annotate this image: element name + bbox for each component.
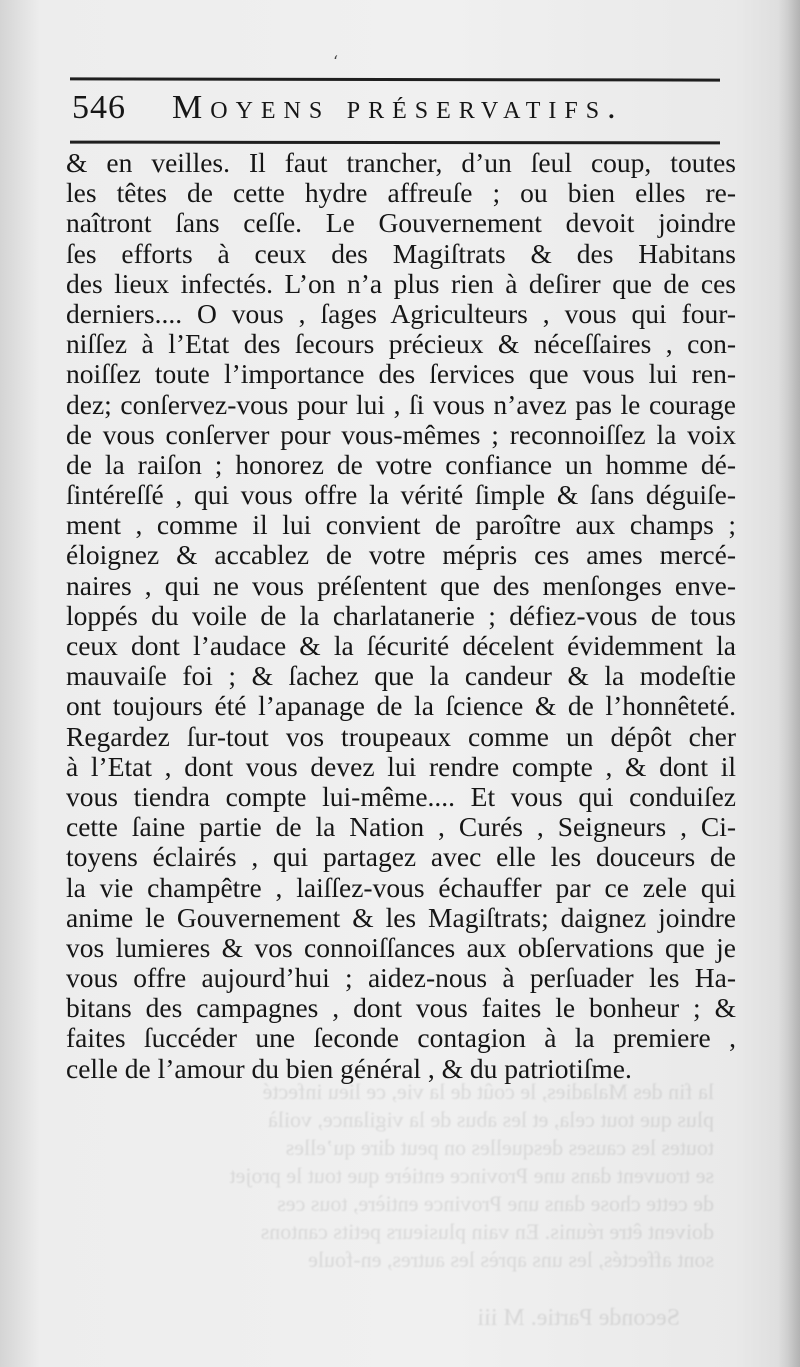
text-line: ſes efforts à ceux des Magiſtrats & des Habitans <box>66 237 736 269</box>
header-rule-bottom <box>70 141 720 145</box>
text-line: la vie champêtre , laiſſez-vous échauffer par ce zele qui <box>66 871 736 903</box>
text-line: à l’Etat , dont vous devez lui rendre compte , & dont il <box>66 750 736 782</box>
page-number: 546 <box>72 89 126 126</box>
text-line: Regardez ſur-tout vos troupeaux comme un dépôt cher <box>66 720 736 752</box>
text-line: noiſſez toute l’importance des ſervices que vous lui ren- <box>66 358 736 390</box>
text-line: éloignez & accablez de votre mépris ces ames mercé- <box>66 539 736 571</box>
body-text <box>66 148 736 1084</box>
page-edge-shadow <box>778 0 800 1367</box>
text-line: bitans des campagnes , dont vous faites le bonheur ; & <box>66 992 736 1024</box>
text-line: cette ſaine partie de la Nation , Curés , Seigneurs , Ci- <box>66 811 736 843</box>
text-line: ſintéreſſé , qui vous offre la vérité ſimple & ſans déguiſe- <box>66 479 736 511</box>
text-line: de la raiſon ; honorez de votre confiance un homme dé- <box>66 448 736 480</box>
text-line: derniers.... O vous , ſages Agriculteurs , vous qui four- <box>66 297 736 329</box>
text-line: anime le Gouvernement & les Magiſtrats; daignez joindre <box>66 901 736 933</box>
running-head-title: Moyens préservatifs. <box>172 89 624 126</box>
text-line: dez; conſervez-vous pour lui , ſi vous n’avez pas le courage <box>66 388 736 420</box>
text-line: les têtes de cette hydre affreuſe ; ou bien elles re- <box>66 177 736 209</box>
text-line: vos lumieres & vos connoiſſances aux obſervations que je <box>66 931 736 963</box>
header-rule-top <box>70 77 720 81</box>
text-line: toyens éclairés , qui partagez avec elle les douceurs de <box>66 841 736 873</box>
text-line: mauvaiſe foi ; & ſachez que la candeur & la modeſtie <box>66 660 736 692</box>
text-line: naires , qui ne vous préſentent que des menſonges enve- <box>66 569 736 601</box>
text-line: des lieux infectés. L’on n’a plus rien à deſirer que de ces <box>66 267 736 299</box>
show-through-footer: Seconde Partie. M iii <box>477 1305 680 1331</box>
text-line: ceux dont l’audace & la ſécurité décelent évidemment la <box>66 630 736 661</box>
text-line: & en veilles. Il faut trancher, d’un ſeul coup, toutes <box>66 147 736 178</box>
text-line: naîtront ſans ceſſe. Le Gouvernement devoit joindre <box>66 207 736 239</box>
text-line: ont toujours été l’apanage de la ſcience & de l’honnêteté. <box>66 690 736 722</box>
show-through-bleed: la fin des Maladies, le coût de la vie, ce lieu infecté plus que tout cela, et les abus de la vigilance, voilà toutes les causes desquelles on peut dire qu’elles se trouvent dans une Province entière que tout le projet de cette chose dans une Province entière, tous ces doivent être réunis. En vain plusieurs petits cantons sont affectés, les uns après les autres, en-foule <box>229 1079 714 1272</box>
printer-mark: ʻ <box>333 52 339 71</box>
running-header <box>72 88 722 132</box>
text-line: vous offre aujourd’hui ; aidez-nous à perſuader les Ha- <box>66 962 736 994</box>
text-line: faites ſuccéder une ſeconde contagion à la premiere , <box>66 1022 736 1054</box>
text-line: de vous conſerver pour vous-mêmes ; reconnoiſſez la voix <box>66 418 736 450</box>
text-line: loppés du voile de la charlatanerie ; défiez-vous de tous <box>66 599 736 631</box>
text-line: vous tiendra compte lui-même.... Et vous qui conduiſez <box>66 780 736 812</box>
text-line: niſſez à l’Etat des ſecours précieux & néceſſaires , con- <box>66 328 736 360</box>
text-line-final: celle de l’amour du bien général , & du patriotiſme. <box>66 1052 632 1084</box>
text-line: ment , comme il lui convient de paroître aux champs ; <box>66 509 736 541</box>
